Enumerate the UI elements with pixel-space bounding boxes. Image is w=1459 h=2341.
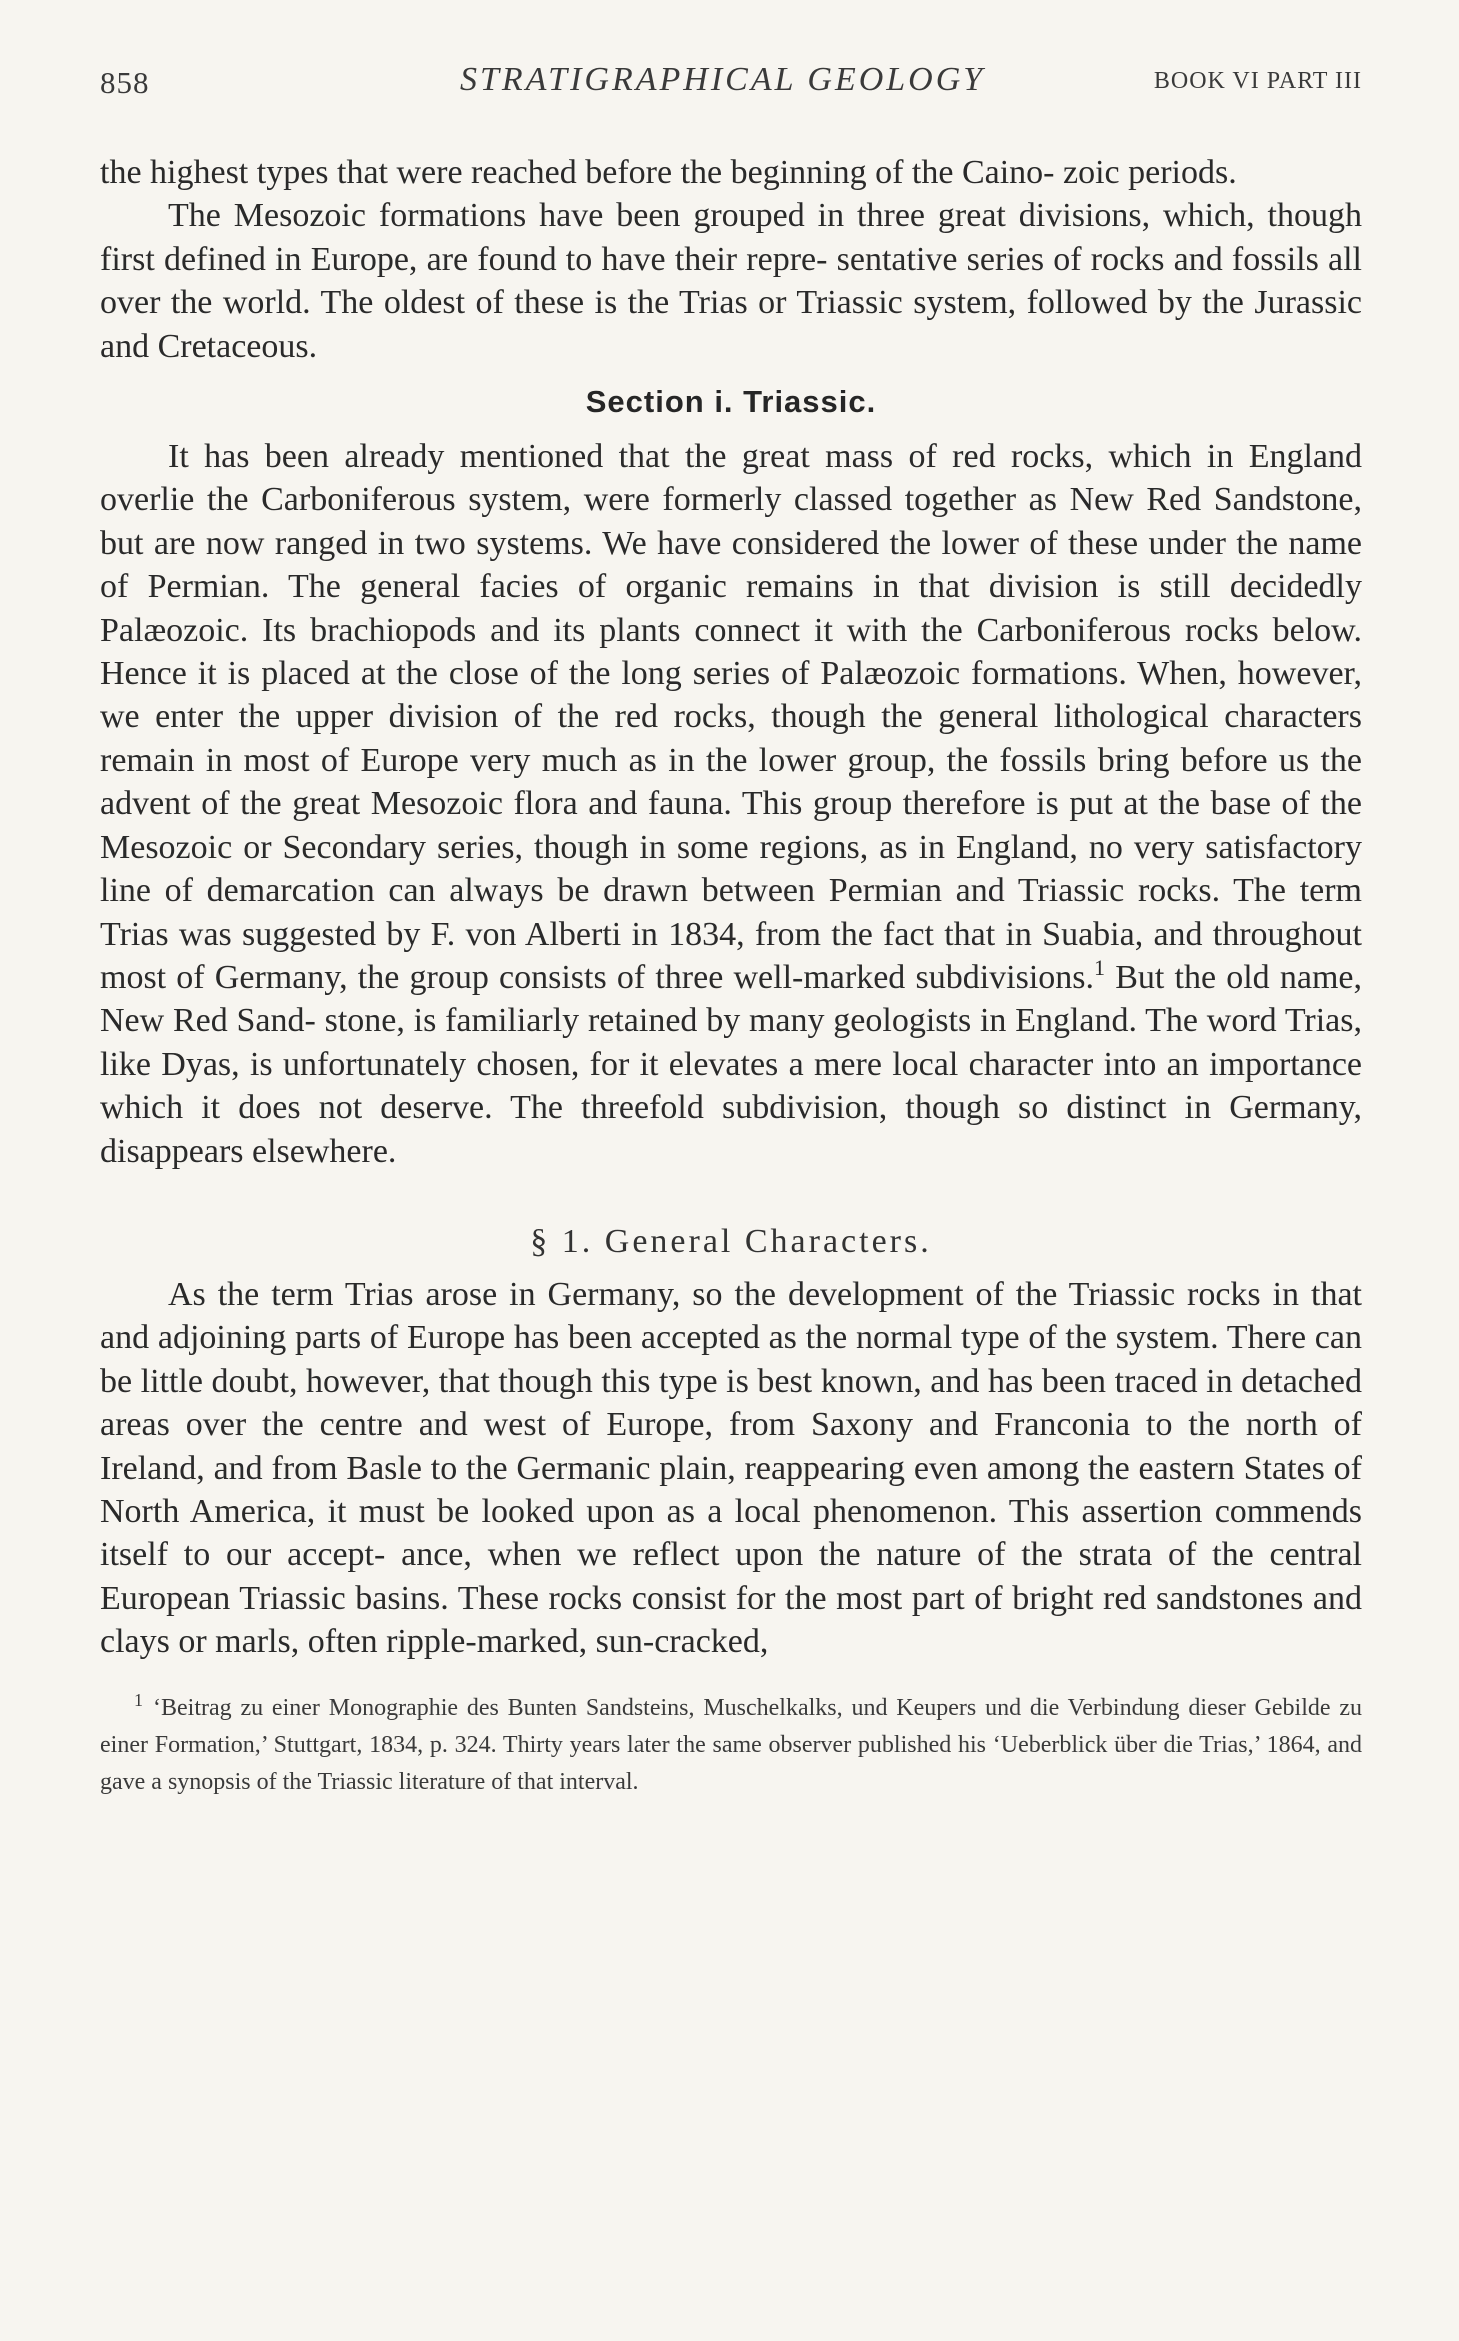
section-heading: Section i. Triassic.	[585, 384, 877, 420]
paragraph-mesozoic-divisions: The Mesozoic formations have been grouped in three great divisions, which, though first defined in Europe, are found to have their repre- sentative series of rocks and fossils all over the world. The oldest of these is the Trias or Triassic system, followed by the Jurassic and Cretaceous.	[100, 197, 1362, 365]
paragraph-text-part: But the old name, New Red Sand- stone, is familiarly retained by many geologists in England. The word Trias, like Dyas, is unfortunately chosen, for it elevates a mere local character into an importance which it does not deserve. The threefold subdivision, though so distinct in Germany, disappears elsewhere.	[100, 958, 1362, 1170]
subsection-heading: § 1. General Characters.	[530, 1222, 932, 1260]
footnote-marker: 1	[134, 1689, 143, 1710]
paragraph-triassic-intro	[100, 435, 1362, 1173]
main-text	[100, 151, 1362, 1801]
page-number: 858	[100, 65, 150, 100]
footnote-reference: 1	[1094, 954, 1106, 980]
paragraph-continued: the highest types that were reached before the beginning of the Caino- zoic periods.	[100, 154, 1237, 191]
running-title: STRATIGRAPHICAL GEOLOGY	[460, 61, 986, 98]
footnote-text: ‘Beitrag zu einer Monographie des Bunten Sandsteins, Muschelkalks, und Keupers und die Verbindung dieser Gebilde zu einer Formation,’ Stuttgart, 1834, p. 324. Thirty years later the same observer published his ‘Ueberblick über die Trias,’ 1864, and gave a synopsis of the Triassic literature of that interval.	[100, 1694, 1362, 1795]
book-part-label: BOOK VI PART III	[1153, 68, 1362, 94]
paragraph-general-characters: As the term Trias arose in Germany, so the development of the Triassic rocks in that and adjoining parts of Europe has been accepted as the normal type of the system. There can be little doubt, however, that though this type is best known, and has been traced in detached areas over the centre and west of Europe, from Saxony and Franconia to the north of Ireland, and from Basle to the Germanic plain, reappearing even among the eastern States of North America, it must be looked upon as a local phenomenon. This assertion commends itself to our accept- ance, when we reflect upon the nature of the strata of the central European Triassic basins. These rocks consist for the most part of bright red sandstones and clays or marls, often ripple-marked, sun-cracked,	[100, 1275, 1362, 1661]
footnote	[100, 1682, 1362, 1801]
paragraph-text-part: It has been already mentioned that the great mass of red rocks, which in England overlie the Carboniferous system, were formerly classed together as New Red Sandstone, but are now ranged in two systems. We have considered the lower of these under the name of Permian. The general facies of organic remains in that division is still decidedly Palæozoic. Its brachiopods and its plants connect it with the Carboniferous rocks below. Hence it is placed at the close of the long series of Palæozoic formations. When, however, we enter the upper division of the red rocks, though the general lithological characters remain in most of Europe very much as in the lower group, the fossils bring before us the advent of the great Mesozoic flora and fauna. This group therefore is put at the base of the Mesozoic or Secondary series, though in some regions, as in England, no very satisfactory line of demarcation can always be drawn between Permian and Triassic rocks. The term Trias was suggested by F. von Alberti in 1834, from the fact that in Suabia, and throughout most of Germany, the group consists of three well-marked subdivisions.	[100, 438, 1362, 996]
running-header	[100, 55, 1362, 103]
book-page	[100, 55, 1362, 1801]
